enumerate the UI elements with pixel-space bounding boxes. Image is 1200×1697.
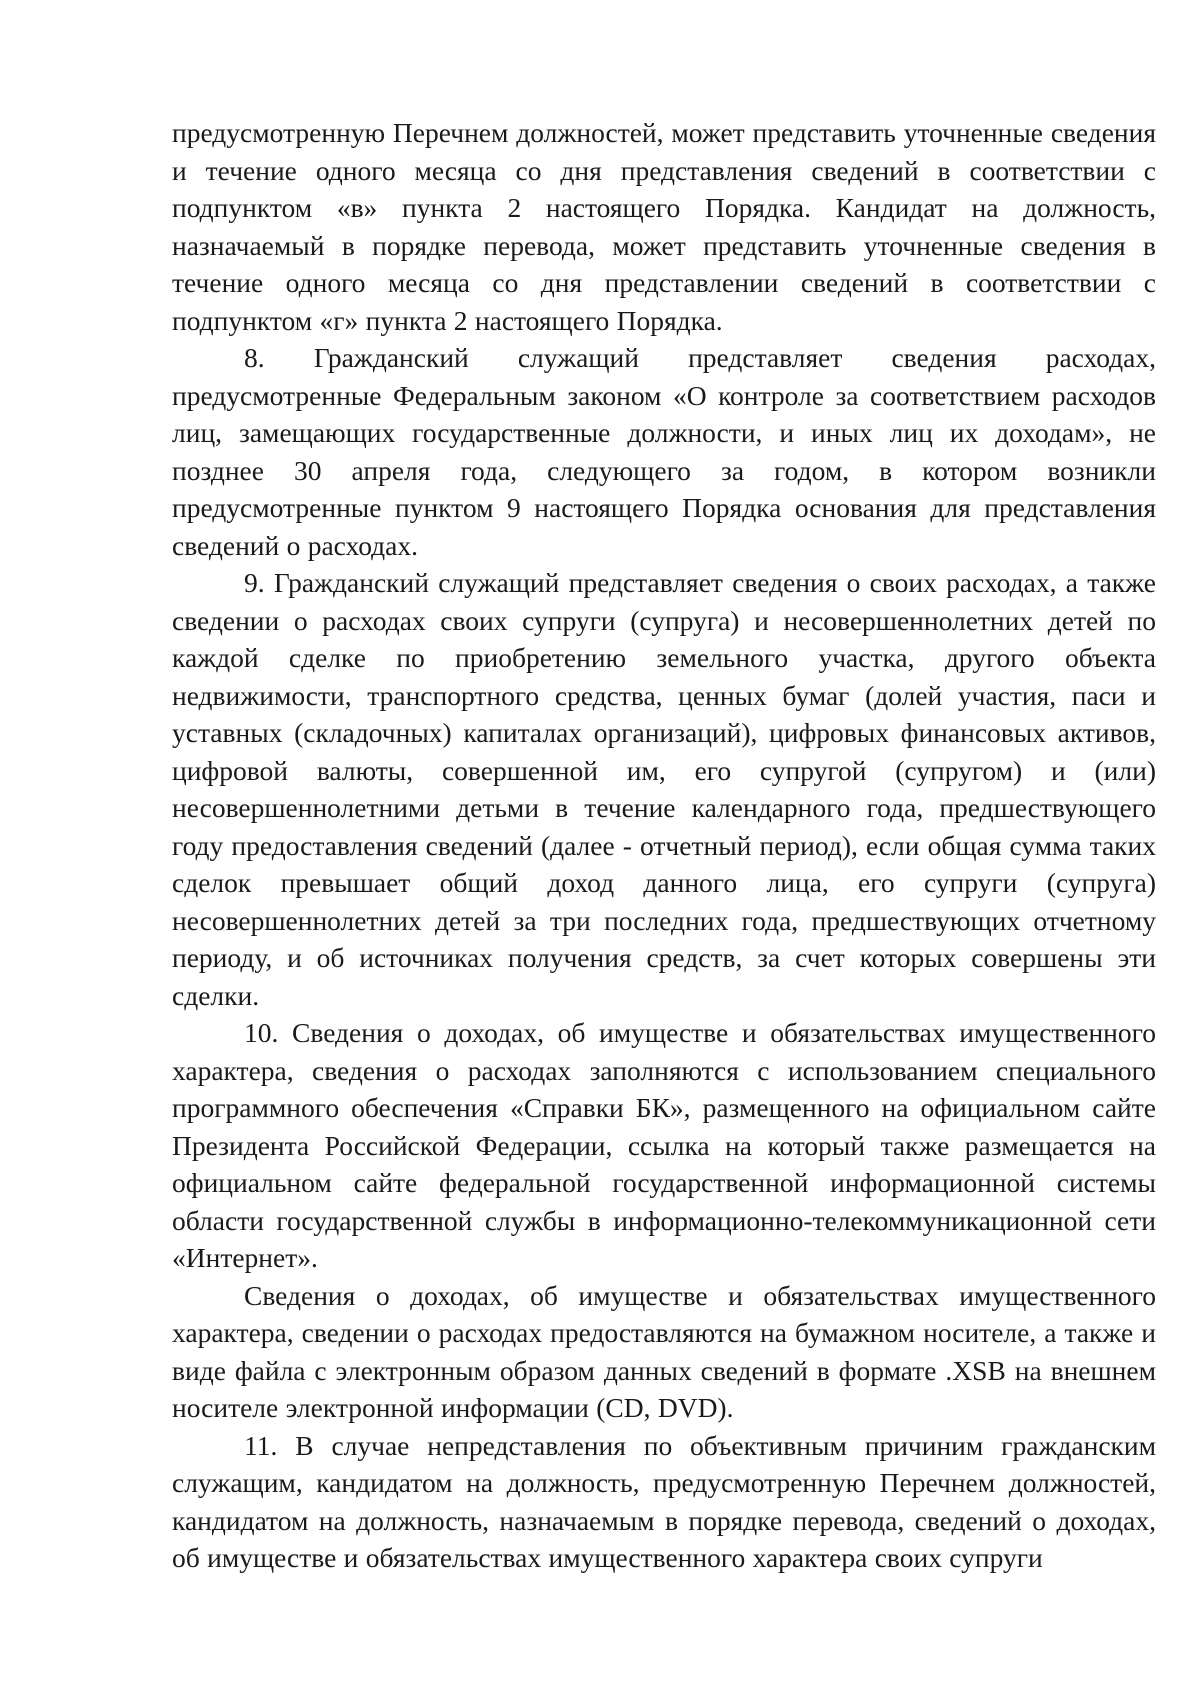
paragraph-item-10: 10. Сведения о доходах, об имуществе и обязательствах имущественного характера, сведения о расходах заполняются с использованием специального программного обеспечения «Справки БК», размещенного на официальном сайте Президента Российской Федерации, ссылка на который также размещается на официальном сайте федеральной государственной информационной системы области государственной службы в информационно-телекоммуникационной сети «Интернет». — [172, 1017, 1156, 1273]
document-body — [172, 114, 1156, 1577]
paragraph-item-9: 9. Гражданский служащий представляет сведения о своих расходах, а также сведении о расходах своих супруги (супруга) и несовершеннолетних детей по каждой сделке по приобретению земельного участка, другого объекта недвижимости, транспортного средства, ценных бумаг (долей участия, паси и уставных (складочных) капиталах организаций), цифровых финансовых активов, цифровой валюты, совершенной им, его супругой (супругом) и (или) несовершеннолетними детьми в течение календарного года, предшествующего году предоставления сведений (далее - отчетный период), если общая сумма таких сделок превышает общий доход данного лица, его супруги (супруга) несовершеннолетних детей за три последних года, предшествующих отчетному периоду, и об источниках получения средств, за счет которых совершены эти сделки. — [172, 567, 1156, 1011]
paragraph-item-10-format: Сведения о доходах, об имуществе и обязательствах имущественного характера, сведении о расходах предоставляются на бумажном носителе, а также и виде файла с электронным образом данных сведений в формате .XSB на внешнем носителе электронной информации (CD, DVD). — [172, 1279, 1156, 1423]
paragraph-item-8: 8. Гражданский служащий представляет сведения расходах, предусмотренные Федеральным законом «О контроле за соответствием расходов лиц, замещающих государственные должности, и иных лиц их доходам», не позднее 30 апреля года, следующего за годом, в котором возникли предусмотренные пунктом 9 настоящего Порядка основания для представления сведений о расходах. — [172, 342, 1156, 561]
paragraph-continuation: предусмотренную Перечнем должностей, может представить уточненные сведения и течение одного месяца со дня представления сведений в соответствии с подпунктом «в» пункта 2 настоящего Порядка. Кандидат на должность, назначаемый в порядке перевода, может представить уточненные сведения в течение одного месяца со дня представлении сведений в соответствии с подпунктом «г» пункта 2 настоящего Порядка. — [172, 117, 1156, 336]
paragraph-item-11: 11. В случае непредставления по объективным причиним гражданским служащим, кандидатом на должность, предусмотренную Перечнем должностей, кандидатом на должность, назначаемым в порядке перевода, сведений о доходах, об имуществе и обязательствах имущественного характера своих супруги — [172, 1429, 1156, 1573]
